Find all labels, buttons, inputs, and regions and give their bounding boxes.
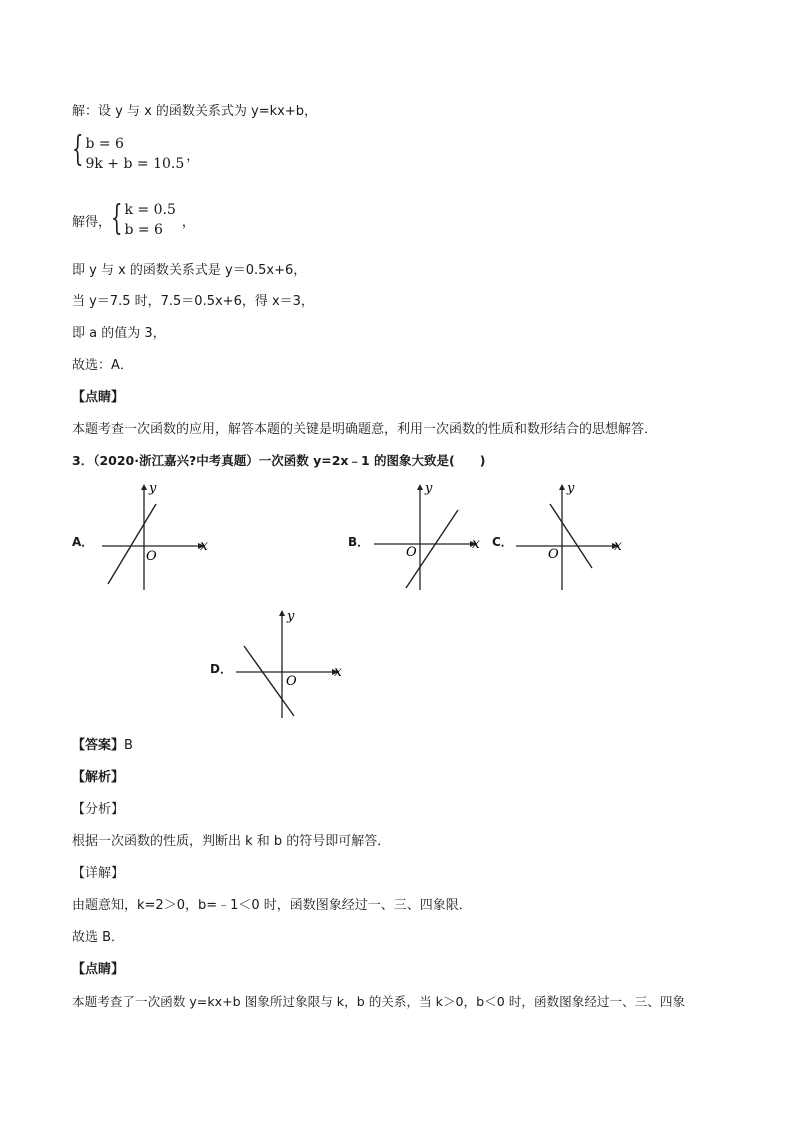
system-2-eq-1: k = 0.5: [124, 202, 176, 218]
option-d-label: D．: [210, 662, 232, 676]
equation-system-2: [72, 200, 195, 240]
dianjing-text-1: 本题考查一次函数的应用，解答本题的关键是明确题意，利用一次函数的性质和数形结合的思想解答．: [72, 422, 658, 437]
y-axis-arrow: [141, 484, 147, 490]
y-axis-label: y: [425, 481, 433, 496]
choice-a-line: 故选：A．: [72, 358, 133, 373]
y-axis-label: y: [149, 481, 157, 496]
question-3-title: 3．（2020·浙江嘉兴?中考真题）一次函数 y=2x﹣1 的图象大致是( ): [72, 453, 486, 468]
jiexi-heading: 【解析】: [72, 770, 125, 785]
x-axis-label: x: [334, 664, 342, 680]
origin-label: O: [406, 545, 417, 560]
fenxi-heading: 【分析】: [72, 802, 125, 817]
function-line: [108, 504, 156, 584]
system-1-eq-1: b = 6: [85, 136, 124, 152]
option-c-label: C．: [492, 535, 513, 549]
fenxi-text: 根据一次函数的性质，判断出 k 和 b 的符号即可解答．: [72, 834, 391, 849]
brace-symbol: {: [72, 130, 84, 171]
y-axis-arrow: [279, 610, 285, 616]
x-axis-label: x: [614, 538, 622, 554]
system-2-eq-2: b = 6: [124, 222, 163, 238]
y-axis-label: y: [567, 481, 575, 496]
dianjing-text-2: 本题考查了一次函数 y=kx+b 图象所过象限与 k，b 的关系，当 k＞0，b＜0 时，函数图象经过一、三、四象: [72, 994, 686, 1009]
option-a-label: A．: [72, 535, 94, 549]
x-axis-label: x: [200, 538, 208, 554]
origin-label: O: [548, 547, 559, 562]
option-b-graph: [372, 481, 492, 592]
option-d-graph: [234, 610, 354, 722]
xiangjie-heading: 【详解】: [72, 866, 125, 881]
y-axis-label: y: [287, 609, 295, 624]
y-axis-arrow: [417, 484, 423, 490]
dianjing-heading-1: 【点睛】: [72, 390, 125, 405]
solution-intro: 解：设 y 与 x 的函数关系式为 y=kx+b，: [72, 104, 318, 119]
answer-line: [72, 737, 133, 755]
option-c-graph: [514, 481, 634, 592]
system-2-trailing: ，: [181, 214, 195, 230]
option-b-label: B．: [348, 535, 370, 549]
dianjing-heading-2: 【点睛】: [72, 962, 125, 977]
equation-system-1: [72, 130, 200, 174]
y-axis-arrow: [559, 484, 565, 490]
answer-value: B: [124, 738, 133, 753]
system-1-eq-2: 9k + b = 10.5: [85, 156, 185, 172]
origin-label: O: [146, 549, 157, 564]
function-relation: 即 y 与 x 的函数关系式是 y＝0.5x+6，: [72, 263, 307, 278]
brace-symbol: {: [111, 199, 123, 239]
substitution-line: 当 y＝7.5 时，7.5＝0.5x+6，得 x＝3，: [72, 294, 314, 309]
choice-b-line: 故选 B．: [72, 930, 125, 945]
solve-prefix: 解得，: [72, 214, 112, 230]
value-of-a: 即 a 的值为 3，: [72, 326, 166, 341]
system-1-trailing: ，: [186, 148, 200, 164]
x-axis-label: x: [472, 536, 480, 552]
option-a-graph: [98, 481, 218, 592]
origin-label: O: [286, 674, 297, 689]
answer-label: 【答案】: [72, 738, 125, 753]
xiangjie-text: 由题意知，k=2＞0，b=﹣1＜0 时，函数图象经过一、三、四象限．: [72, 898, 472, 913]
